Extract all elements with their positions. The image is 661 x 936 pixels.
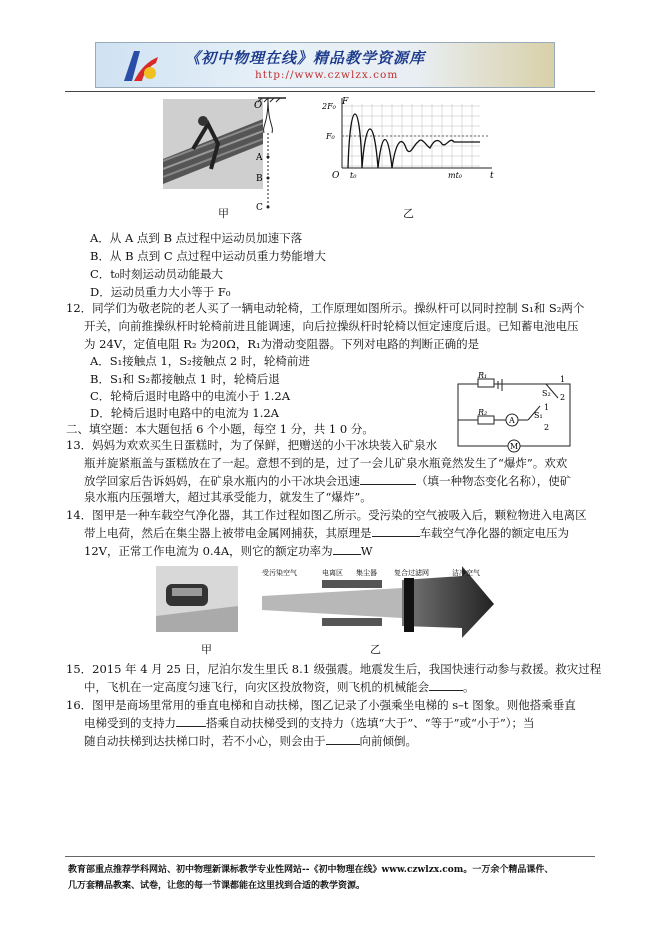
q12-option-c: C．轮椅后退时电路中的电流小于 1.2A <box>90 389 291 403</box>
tag-dust-collector: 集尘器 <box>356 569 377 577</box>
q16-line-2b: 搭乘自动扶梯受到的支持力（选填“大于”、“等于”或“小于”）；当 <box>206 716 535 730</box>
q11-option-d: D．运动员重力大小等于 F₀ <box>90 285 231 299</box>
wheelchair-circuit <box>450 370 580 455</box>
q14-line-3 <box>84 542 373 559</box>
circuit-s1-contact-2: 2 <box>544 423 550 432</box>
circuit-s1: S₁ <box>534 411 543 420</box>
circuit-s2-contact-2: 2 <box>560 393 566 402</box>
q11-option-a: A．从 A 点到 B 点过程中运动员加速下落 <box>90 231 303 245</box>
q13-line-3 <box>84 472 571 489</box>
tag-clean-air: 洁净空气 <box>452 569 480 577</box>
q15-line-1: 15．2015 年 4 月 25 日，尼泊尔发生里氏 8.1 级强震。地震发生后，我国快速行动参与救援。救灾过程 <box>66 662 602 676</box>
rope-diagram <box>248 95 288 215</box>
q13-line-3a: 放学回家后告诉妈妈，在矿泉水瓶内的小干冰块会迅速 <box>84 474 360 488</box>
circuit-s2-contact-1: 1 <box>560 375 566 384</box>
q13-line-3b: （填一种物态变化名称），使矿 <box>416 474 572 488</box>
section-2-heading: 二、填空题：本大题包括 6 个小题，每空 1 分，共 1 0 分。 <box>66 422 374 436</box>
q14-line-2b: 车载空气净化器的额定电压为 <box>419 526 569 540</box>
q15-line-2a: 中，飞机在一定高度匀速飞行，向灾区投放物资，则飞机的机械能会 <box>84 680 429 694</box>
q12-line-1: 12．同学们为敬老院的老人买了一辆电动轮椅，工作原理如图所示。操纵杆可以同时控制 S₁和 S₂两个 <box>66 301 585 315</box>
force-time-graph <box>320 96 500 186</box>
graph-f0-label: F₀ <box>326 132 335 141</box>
graph-origin: O <box>332 171 340 181</box>
header-rule <box>65 91 595 92</box>
q11-option-c: C．t₀时刻运动员动能最大 <box>90 267 224 281</box>
circuit-motor: M <box>510 442 519 451</box>
circuit-r2: R₂ <box>478 408 488 417</box>
q14-line-3b: W <box>360 544 373 558</box>
footer-line-1: 教育部重点推荐学科网站、初中物理新课标教学专业性网站--《初中物理在线》www.czwlzx.com。一万余个精品课件、 <box>68 865 554 875</box>
q12-option-d: D．轮椅后退时电路中的电流为 1.2A <box>90 406 279 420</box>
q14-line-2 <box>84 524 569 541</box>
tag-composite-filter: 复合过滤网 <box>394 569 429 577</box>
tag-ionization-zone: 电离区 <box>322 569 343 577</box>
q16-line-2 <box>84 714 535 731</box>
q16-line-1: 16．图甲是商场里常用的垂直电梯和自动扶梯，图乙记录了小强乘坐电梯的 s–t 图象。则他搭乘垂直 <box>66 698 576 712</box>
tag-polluted-air: 受污染空气 <box>262 569 297 577</box>
q14-line-1: 14．图甲是一种车载空气净化器，其工作过程如图乙所示。受污染的空气被吸入后，颗粒物进入电离区 <box>66 508 587 522</box>
q14-blank-2[interactable] <box>333 542 361 555</box>
circuit-ammeter: A <box>509 416 515 425</box>
q13-blank[interactable] <box>360 472 416 485</box>
q14-line-3a: 12V，正常工作电流为 0.4A，则它的额定功率为 <box>84 544 333 558</box>
point-c-label: C <box>256 203 263 213</box>
q12-line-3: 为 24V，定值电阻 R₂ 为20Ω，R₁为滑动变阻器。下列对电路的判断正确的是 <box>84 337 480 351</box>
circuit-s2: S₂ <box>542 389 551 398</box>
purifier-process-diagram <box>262 566 494 638</box>
point-a-label: A <box>256 153 263 163</box>
q16-line-3a: 随自动扶梯到达扶梯口时，若不小心，则会由于 <box>84 734 326 748</box>
q14-blank-1[interactable] <box>372 524 420 537</box>
q12-option-b: B．S₁和 S₂都接触点 1 时，轮椅后退 <box>90 372 280 386</box>
q16-blank-1[interactable] <box>176 714 206 727</box>
point-b-label: B <box>256 174 263 184</box>
graph-f-axis: F <box>342 97 349 107</box>
site-logo <box>120 47 160 83</box>
q15-line-2 <box>84 678 475 695</box>
q15-line-2b: 。 <box>463 680 475 694</box>
q16-line-3 <box>84 732 417 749</box>
circuit-r1: R₁ <box>478 371 488 380</box>
q16-blank-2[interactable] <box>326 732 360 745</box>
q11-option-b: B．从 B 点到 C 点过程中运动员重力势能增大 <box>90 249 326 263</box>
q13-line-2: 瓶并旋紧瓶盖与蛋糕放在了一起。意想不到的是，过了一会儿矿泉水瓶竟然发生了“爆炸”。欢欢 <box>84 456 568 470</box>
q12-option-a: A．S₁接触点 1，S₂接触点 2 时，轮椅前进 <box>90 354 310 368</box>
footer-line-2: 几万套精品教案、试卷，让您的每一节课都能在这里找到合适的教学资源。 <box>68 881 366 891</box>
q13-line-1: 13．妈妈为欢欢买生日蛋糕时，为了保鲜，把赠送的小干冰块装入矿泉水 <box>66 438 438 452</box>
banner-url: http://www.czwlzx.com <box>255 69 399 81</box>
graph-t0: t₀ <box>350 171 357 180</box>
fig-top-label-right: 乙 <box>403 207 414 220</box>
fig-q14-label-right: 乙 <box>370 643 381 656</box>
graph-mt0: mt₀ <box>448 171 463 180</box>
footer-rule <box>65 856 595 857</box>
q16-line-3b: 向前倾倒。 <box>359 734 417 748</box>
point-o-label: O <box>254 100 263 111</box>
fig-q14-label-left: 甲 <box>201 643 212 656</box>
q12-line-2: 开关，向前推操纵杆时轮椅前进且能调速，向后拉操纵杆时轮椅以恒定速度后退。已知蓄电池电压 <box>84 319 579 333</box>
graph-2f0-label: 2F₀ <box>322 102 336 111</box>
banner-title: 《初中物理在线》精品教学资源库 <box>185 49 426 67</box>
graph-t-axis: t <box>490 171 494 181</box>
q14-line-2a: 带上电荷，然后在集尘器上被带电金属网捕获，其原理是 <box>84 526 372 540</box>
q15-blank[interactable] <box>429 678 463 691</box>
circuit-s1-contact-1: 1 <box>544 403 550 412</box>
q16-line-2a: 电梯受到的支持力 <box>84 716 176 730</box>
fig-top-label-left: 甲 <box>218 207 229 220</box>
q13-line-4: 泉水瓶内压强增大，超过其承受能力，就发生了“爆炸”。 <box>84 490 372 504</box>
car-purifier-photo <box>156 566 238 632</box>
